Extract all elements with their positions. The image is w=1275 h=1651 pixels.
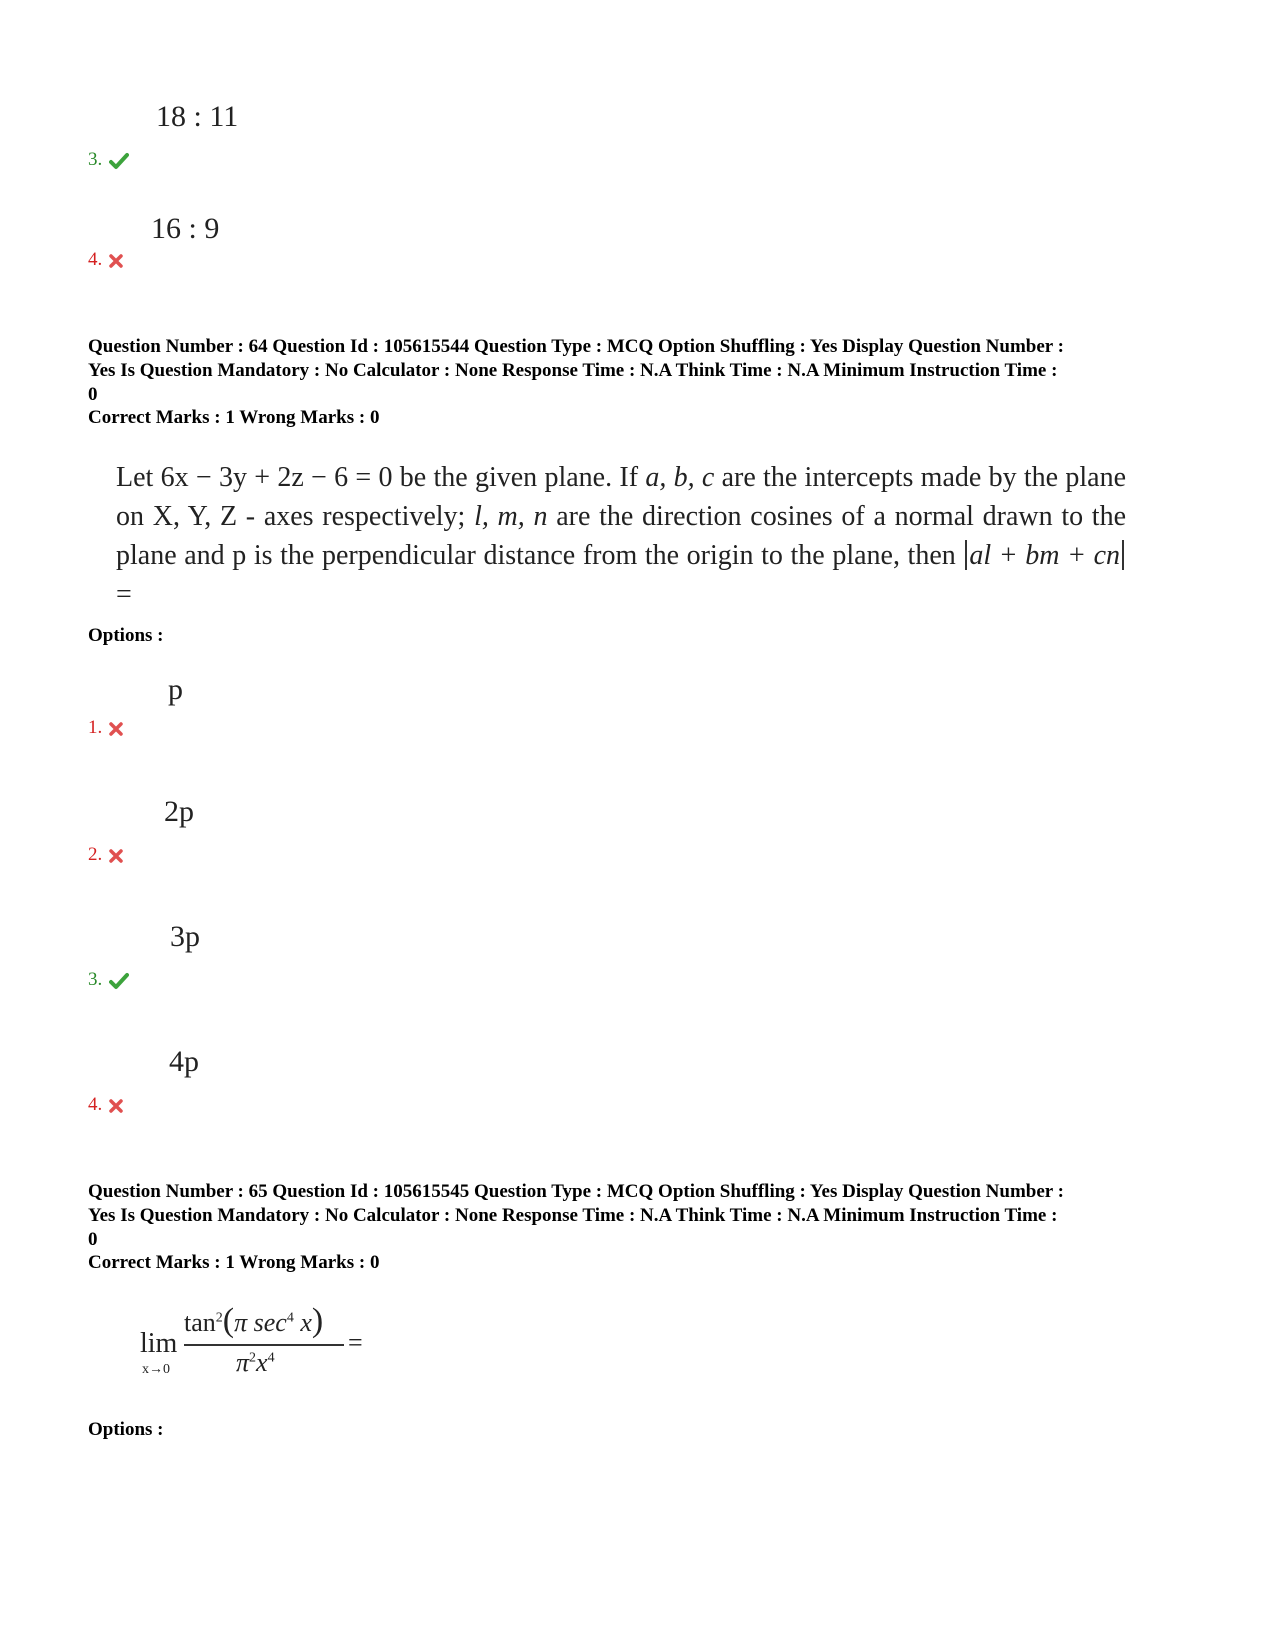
option-text: 2p xyxy=(164,795,194,828)
meta-line: Yes Is Question Mandatory : No Calculator : None Response Time : N.A Think Time : N.A Minimum Instruction Time : xyxy=(88,1205,1058,1226)
exponent: 4 xyxy=(267,1350,275,1366)
meta-line: Question Number : 64 Question Id : 105615544 Question Type : MCQ Option Shuffling : Yes Display Question Number : xyxy=(88,336,1064,357)
meta-line: Question Number : 65 Question Id : 105615545 Question Type : MCQ Option Shuffling : Yes Display Question Number : xyxy=(88,1181,1064,1202)
variables: a, b, c xyxy=(645,462,715,493)
axes-label: X, Y, Z xyxy=(152,501,238,532)
lim-label: lim xyxy=(140,1328,178,1359)
exponent: 2 xyxy=(215,1310,223,1326)
text-run: are the intercepts made by the plane on xyxy=(116,462,1127,532)
option-number-label: 4. xyxy=(88,249,103,270)
cross-icon xyxy=(109,849,123,863)
limit-expression xyxy=(140,1300,380,1390)
text-run: be the given plane. If xyxy=(392,462,646,493)
option-number-label: 4. xyxy=(88,1094,103,1115)
tan-label: tan xyxy=(184,1308,216,1337)
option-number-label: 2. xyxy=(88,844,103,865)
question-meta xyxy=(88,1180,1198,1252)
marks-line: Correct Marks : 1 Wrong Marks : 0 xyxy=(88,1252,380,1273)
exponent: 4 xyxy=(286,1310,294,1326)
option-text: 3p xyxy=(170,920,200,953)
expression: al + bm + cn xyxy=(969,540,1120,571)
check-icon xyxy=(109,152,129,170)
cross-icon xyxy=(109,722,123,736)
option-text: p xyxy=(168,673,183,706)
fraction-bar xyxy=(184,1344,344,1346)
abs-bar-right xyxy=(1122,540,1124,570)
variable: x xyxy=(256,1348,268,1377)
equation: 6x − 3y + 2z − 6 = 0 xyxy=(160,462,393,493)
options-label: Options : xyxy=(88,625,164,646)
variable: x xyxy=(300,1308,312,1337)
option-number xyxy=(88,844,123,866)
question-meta xyxy=(88,335,1198,407)
cross-icon xyxy=(109,1099,123,1113)
lim-subscript: x→0 xyxy=(142,1362,170,1377)
abs-bar-left xyxy=(965,540,967,570)
meta-line: 0 xyxy=(88,384,98,405)
option-number xyxy=(88,249,123,271)
equals-sign: = xyxy=(348,1328,363,1357)
check-icon xyxy=(109,972,129,990)
numerator xyxy=(184,1302,323,1340)
options-label: Options : xyxy=(88,1419,164,1440)
option-number-label: 3. xyxy=(88,969,103,990)
argument: π sec xyxy=(234,1308,287,1337)
meta-line: 0 xyxy=(88,1229,98,1250)
option-text: 4p xyxy=(169,1045,199,1078)
cross-icon xyxy=(109,254,123,268)
option-text: 16 : 9 xyxy=(151,212,220,245)
option-number xyxy=(88,717,123,739)
marks-line: Correct Marks : 1 Wrong Marks : 0 xyxy=(88,407,380,428)
question-text xyxy=(116,458,1126,614)
exponent: 2 xyxy=(249,1350,257,1366)
variables: l, m, n xyxy=(474,501,548,532)
meta-line: Yes Is Question Mandatory : No Calculator : None Response Time : N.A Think Time : N.A Minimum Instruction Time : xyxy=(88,360,1058,381)
option-number xyxy=(88,149,129,171)
option-number xyxy=(88,1094,123,1116)
text-run: - axes respectively; xyxy=(237,501,475,532)
option-number xyxy=(88,969,129,991)
option-text: 18 : 11 xyxy=(156,100,239,133)
option-number-label: 3. xyxy=(88,149,103,170)
paren-open: ( xyxy=(222,1302,235,1339)
denominator xyxy=(236,1348,275,1378)
pi: π xyxy=(236,1348,250,1377)
text-run: are the direction cosines of a normal drawn to the plane and p is the perpendicular distance from the origin to the plane, then xyxy=(116,501,1127,571)
equals-sign: = xyxy=(116,579,132,610)
text-run: Let xyxy=(116,462,161,493)
option-number-label: 1. xyxy=(88,717,103,738)
paren-close: ) xyxy=(311,1302,324,1339)
